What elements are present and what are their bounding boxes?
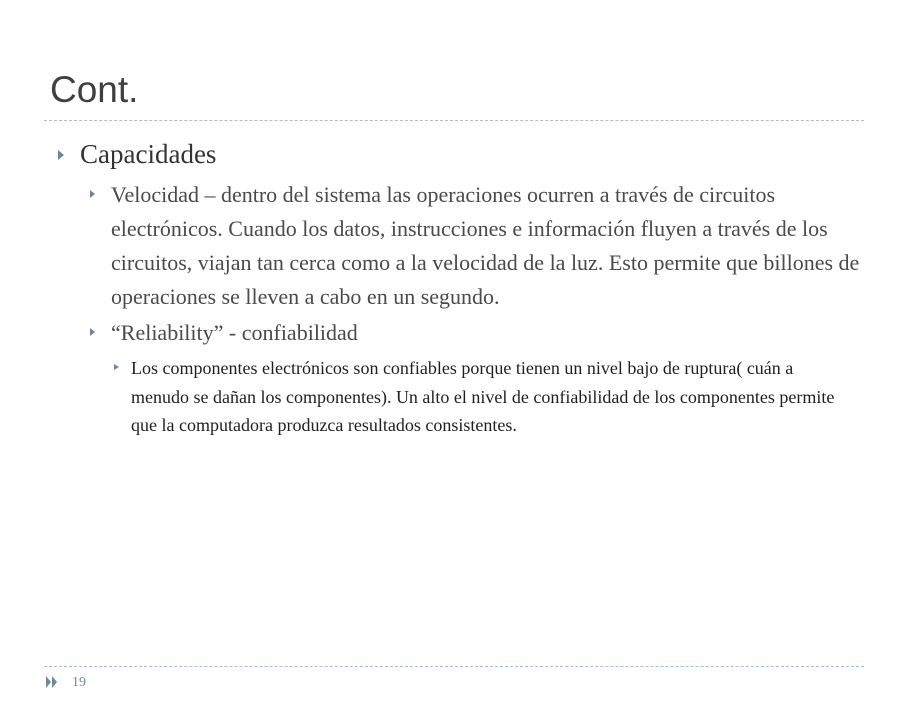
slide-title: Cont. <box>50 69 139 110</box>
bullet-reliability <box>48 316 868 350</box>
triangle-bullet-icon <box>114 364 119 370</box>
triangle-marker-icon <box>52 676 57 688</box>
bullet-componentes <box>48 354 868 440</box>
footer-divider <box>44 666 864 667</box>
triangle-marker-icon <box>46 676 51 688</box>
bullet-velocidad <box>48 178 868 314</box>
triangle-bullet-icon <box>90 328 95 336</box>
title-divider <box>44 120 864 121</box>
triangle-bullet-icon <box>58 150 64 160</box>
bullet-capacidades <box>48 136 868 172</box>
slide-content <box>48 136 868 440</box>
triangle-bullet-icon <box>90 190 95 198</box>
bullet-text: Los componentes electrónicos son confiables porque tienen un nivel bajo de ruptura( cuán a menudo se dañan los componentes). Un alto el nivel de confiabilidad de los componentes permite que la computadora produzca resultados consistentes. <box>131 358 835 435</box>
page-number: 19 <box>72 675 86 690</box>
bullet-text: Capacidades <box>80 139 217 169</box>
bullet-text: “Reliability” - confiabilidad <box>111 320 358 345</box>
bullet-text: Velocidad – dentro del sistema las operaciones ocurren a través de circuitos electrónicos. Cuando los datos, instrucciones e información fluyen a través de los circuitos, viajan tan cerca como a la velocidad de la luz. Esto permite que billones de operaciones se lleven a cabo en un segundo. <box>111 182 860 309</box>
